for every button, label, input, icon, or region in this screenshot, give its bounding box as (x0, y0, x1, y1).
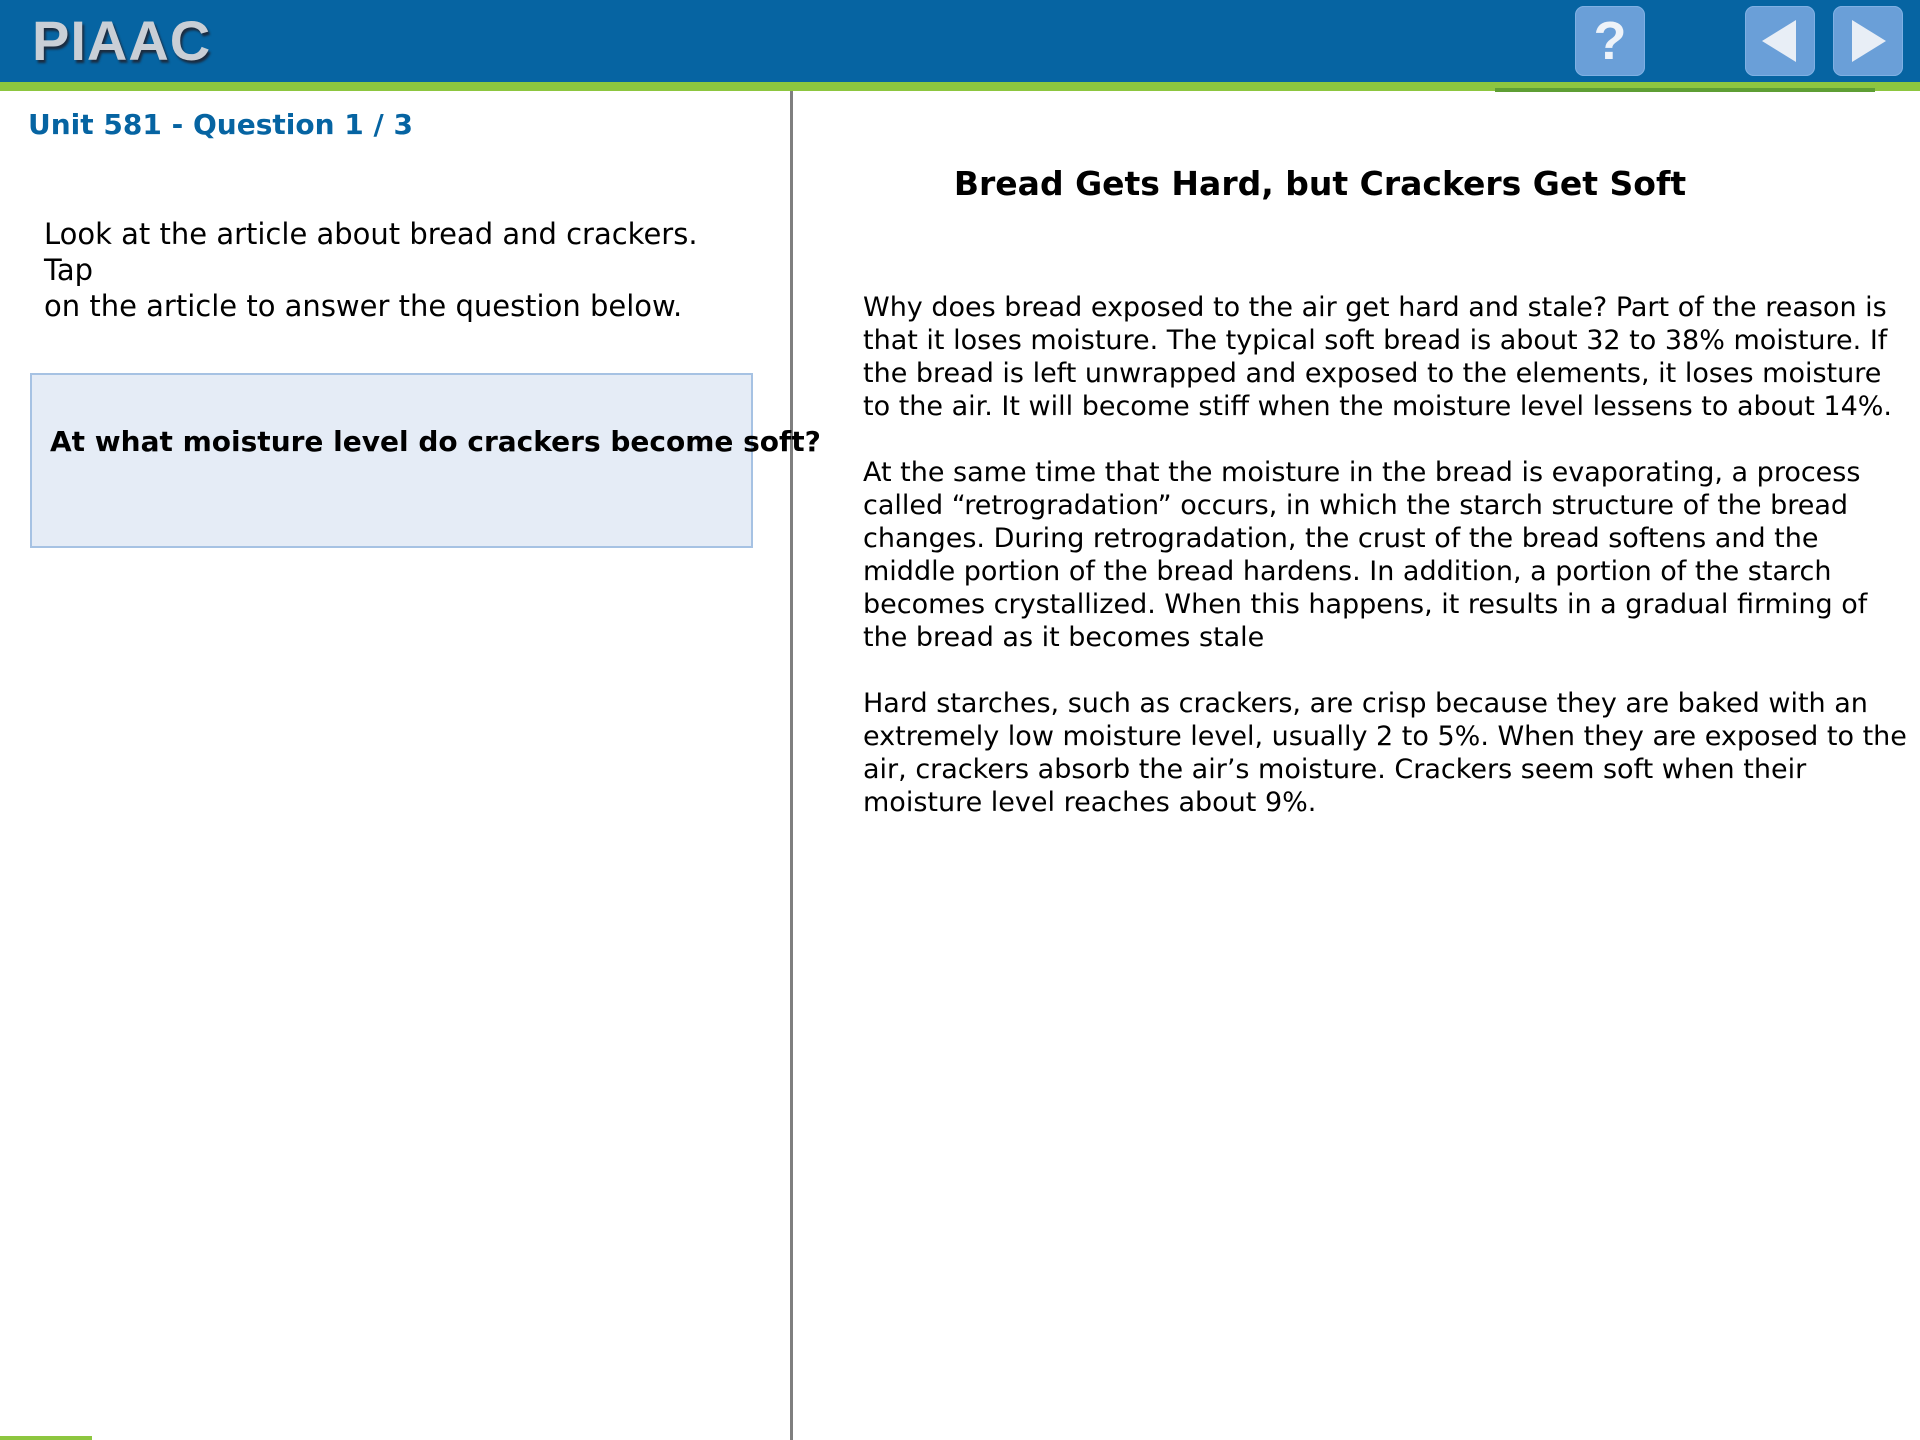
article-line[interactable]: Why does bread exposed to the air get hard and stale? Part of the reason is (863, 292, 1887, 323)
bottom-accent (0, 1436, 92, 1440)
article-line[interactable]: air, crackers absorb the air’s moisture. Crackers seem soft when their (863, 754, 1807, 785)
question-box (30, 373, 821, 548)
article-line[interactable]: middle portion of the bread hardens. In addition, a portion of the starch (863, 556, 1832, 587)
top-bar (0, 0, 1920, 82)
article-paragraph[interactable] (863, 456, 1883, 654)
question-mark-icon: ? (1593, 11, 1627, 71)
article-line[interactable]: changes. During retrogradation, the crust of the bread softens and the (863, 523, 1819, 554)
unit-title: Unit 581 - Question 1 / 3 (28, 108, 413, 141)
article-line[interactable]: moisture level reaches about 9%. (863, 787, 1317, 818)
instructions-line: on the article to answer the question below. (44, 289, 683, 323)
article-title: Bread Gets Hard, but Crackers Get Soft (953, 164, 1687, 203)
article-line[interactable]: Hard starches, such as crackers, are crisp because they are baked with an (863, 688, 1868, 719)
article-line[interactable]: becomes crystallized. When this happens, it results in a gradual firming of (863, 589, 1868, 620)
article-paragraph[interactable] (863, 687, 1907, 819)
article-line[interactable]: At the same time that the moisture in the bread is evaporating, a process (863, 457, 1861, 488)
piaac-logo: PIAAC (32, 9, 212, 72)
article-line[interactable]: the bread is left unwrapped and exposed to the elements, it loses moisture (863, 358, 1882, 389)
article-line[interactable]: called “retrogradation” occurs, in which the starch structure of the bread (863, 490, 1849, 521)
back-button[interactable] (1745, 6, 1815, 76)
article[interactable] (792, 91, 1920, 1440)
triangle-left-icon (1745, 6, 1815, 76)
triangle-right-icon (1833, 6, 1903, 76)
article-line[interactable]: that it loses moisture. The typical soft bread is about 32 to 38% moisture. If (863, 325, 1888, 356)
article-line[interactable]: extremely low moisture level, usually 2 to 5%. When they are exposed to the (863, 721, 1907, 752)
instructions (44, 216, 744, 324)
article-line[interactable]: to the air. It will become stiff when the moisture level lessens to about 14%. (863, 391, 1893, 422)
instructions-line: Look at the article about bread and crackers. Tap (44, 217, 698, 287)
article-paragraph[interactable] (863, 291, 1893, 423)
question-text: At what moisture level do crackers become soft? (50, 425, 821, 458)
article-line[interactable]: the bread as it becomes stale (863, 622, 1265, 653)
help-button[interactable] (1575, 6, 1645, 76)
next-button[interactable] (1833, 6, 1903, 76)
